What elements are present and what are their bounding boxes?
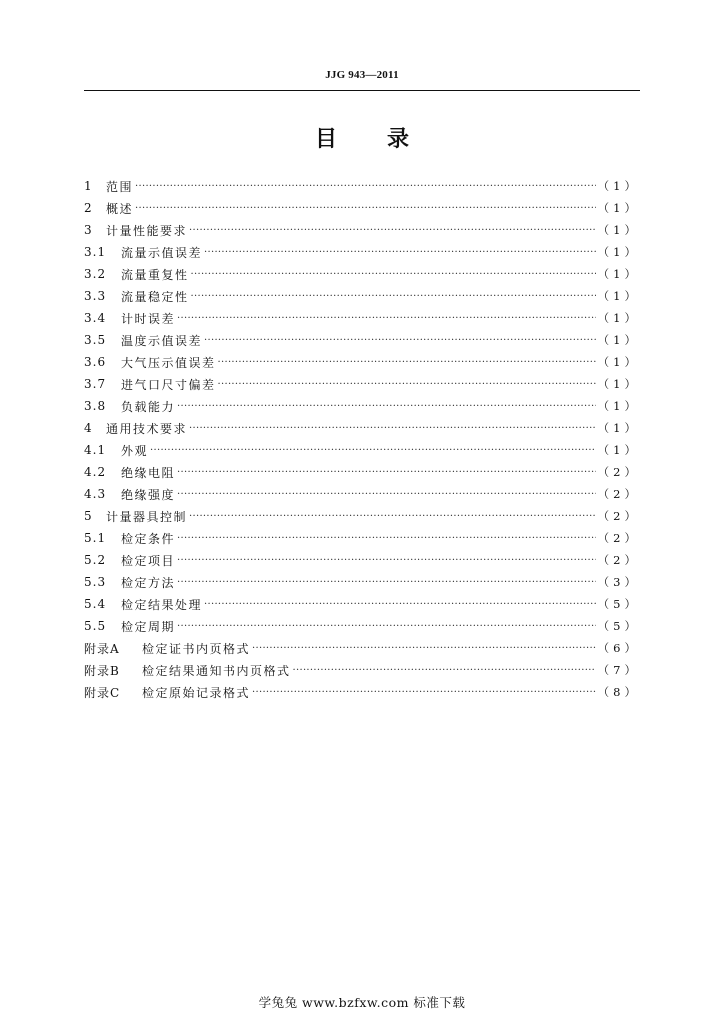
toc-entry-page: （1） [597,289,640,303]
toc-entry-label: 范围 [106,179,134,194]
toc-leader-dots [177,621,596,632]
toc-leader-dots [189,225,596,236]
toc-leader-dots [150,445,596,456]
toc-leader-dots [135,203,596,214]
toc-entry-label: 检定证书内页格式 [142,641,251,656]
toc-entry-page: （2） [597,531,640,545]
toc-entry-number: 5 [84,509,93,523]
toc-entry-number: 5.4 [84,597,107,611]
header-rule [84,90,640,91]
toc-entry-number: 4 [84,421,93,435]
toc-entry[interactable] [84,395,640,417]
toc-entry[interactable] [84,505,640,527]
document-code-header: JJG 943—2011 [325,69,399,81]
toc-leader-dots [177,489,596,500]
toc-entry-number: 3.3 [84,289,107,303]
title-char-2: 录 [387,127,410,152]
toc-entry-label: 检定结果通知书内页格式 [142,663,291,678]
toc-entry[interactable] [84,285,640,307]
toc-entry-page: （8） [597,685,640,699]
toc-entry-number: 3.4 [84,311,107,325]
toc-entry-number: 3.8 [84,399,107,413]
toc-entry-number: 1 [84,179,93,193]
toc-entry-page: （6） [597,641,640,655]
toc-entry[interactable] [84,241,640,263]
toc-entry-label: 计时误差 [121,311,176,326]
toc-entry-label: 进气口尺寸偏差 [121,377,216,392]
toc-entry-page: （3） [597,575,640,589]
toc-leader-dots [293,665,596,676]
toc-entry-label: 概述 [106,201,134,216]
toc-leader-dots [204,247,596,258]
toc-entry-page: （2） [597,509,640,523]
toc-entry-page: （1） [597,245,640,259]
toc-entry[interactable] [84,659,640,681]
toc-entry-page: （7） [597,663,640,677]
toc-entry-page: （1） [597,179,640,193]
toc-entry-number: 3.7 [84,377,107,391]
toc-entry-label: 检定方法 [121,575,176,590]
toc-leader-dots [135,181,596,192]
toc-entry[interactable] [84,175,640,197]
toc-entry-number: 附录B [84,663,120,678]
toc-entry-label: 负载能力 [121,399,176,414]
toc-entry-number: 5.5 [84,619,107,633]
toc-entry-page: （1） [597,201,640,215]
title-char-1: 目 [314,127,337,152]
toc-leader-dots [189,423,596,434]
toc-entry-label: 检定原始记录格式 [142,685,251,700]
toc-leader-dots [218,357,596,368]
toc-entry[interactable] [84,329,640,351]
toc-entry-label: 外观 [121,443,149,458]
toc-entry-number: 2 [84,201,93,215]
toc-entry-page: （1） [597,267,640,281]
toc-entry[interactable] [84,681,640,703]
toc-entry-page: （1） [597,399,640,413]
toc-entry[interactable] [84,461,640,483]
toc-leader-dots [252,643,596,654]
toc-entry-number: 3 [84,223,93,237]
page-title [0,122,724,153]
toc-entry[interactable] [84,263,640,285]
toc-entry[interactable] [84,439,640,461]
toc-entry-page: （1） [597,311,640,325]
toc-entry-label: 检定结果处理 [121,597,203,612]
toc-entry-number: 3.5 [84,333,107,347]
toc-leader-dots [177,467,596,478]
toc-leader-dots [177,577,596,588]
toc-entry-label: 检定周期 [121,619,176,634]
toc-leader-dots [177,401,596,412]
toc-entry-page: （5） [597,597,640,611]
toc-entry-page: （2） [597,465,640,479]
toc-entry-number: 4.3 [84,487,107,501]
toc-leader-dots [191,291,596,302]
toc-entry[interactable] [84,197,640,219]
toc-entry-number: 3.1 [84,245,107,259]
toc-entry-number: 3.6 [84,355,107,369]
toc-entry-label: 流量重复性 [121,267,189,282]
toc-entry[interactable] [84,417,640,439]
table-of-contents [84,175,640,703]
toc-entry-page: （1） [597,421,640,435]
footer-watermark: 学兔兔 www.bzfxw.com 标准下载 [258,995,466,1010]
toc-entry[interactable] [84,307,640,329]
toc-entry[interactable] [84,351,640,373]
toc-leader-dots [204,599,596,610]
toc-entry-page: （1） [597,333,640,347]
toc-leader-dots [189,511,596,522]
toc-entry-label: 检定项目 [121,553,176,568]
toc-entry-number: 5.2 [84,553,107,567]
toc-entry-number: 5.3 [84,575,107,589]
toc-entry-number: 3.2 [84,267,107,281]
toc-entry-number: 4.2 [84,465,107,479]
toc-entry-page: （2） [597,553,640,567]
toc-entry-label: 流量示值误差 [121,245,203,260]
toc-entry[interactable] [84,373,640,395]
toc-entry[interactable] [84,615,640,637]
toc-entry[interactable] [84,637,640,659]
toc-entry-label: 计量性能要求 [106,223,188,238]
toc-leader-dots [177,313,596,324]
toc-leader-dots [177,533,596,544]
toc-entry-page: （1） [597,355,640,369]
toc-entry-label: 绝缘强度 [121,487,176,502]
toc-entry-label: 绝缘电阻 [121,465,176,480]
toc-entry-label: 检定条件 [121,531,176,546]
toc-entry-page: （1） [597,443,640,457]
toc-leader-dots [252,687,596,698]
toc-entry-number: 4.1 [84,443,107,457]
toc-leader-dots [218,379,596,390]
toc-entry-label: 温度示值误差 [121,333,203,348]
toc-entry[interactable] [84,527,640,549]
toc-entry-page: （5） [597,619,640,633]
toc-entry[interactable] [84,219,640,241]
toc-entry-page: （1） [597,377,640,391]
toc-entry-number: 附录C [84,685,121,700]
toc-leader-dots [204,335,596,346]
toc-entry-label: 通用技术要求 [106,421,188,436]
toc-entry-page: （1） [597,223,640,237]
toc-leader-dots [191,269,596,280]
toc-leader-dots [177,555,596,566]
toc-entry[interactable] [84,571,640,593]
toc-entry-label: 大气压示值误差 [121,355,216,370]
toc-entry[interactable] [84,593,640,615]
toc-entry-label: 流量稳定性 [121,289,189,304]
toc-entry-number: 附录A [84,641,120,656]
toc-entry[interactable] [84,549,640,571]
toc-entry-number: 5.1 [84,531,107,545]
toc-entry-page: （2） [597,487,640,501]
toc-entry-label: 计量器具控制 [106,509,188,524]
toc-entry[interactable] [84,483,640,505]
